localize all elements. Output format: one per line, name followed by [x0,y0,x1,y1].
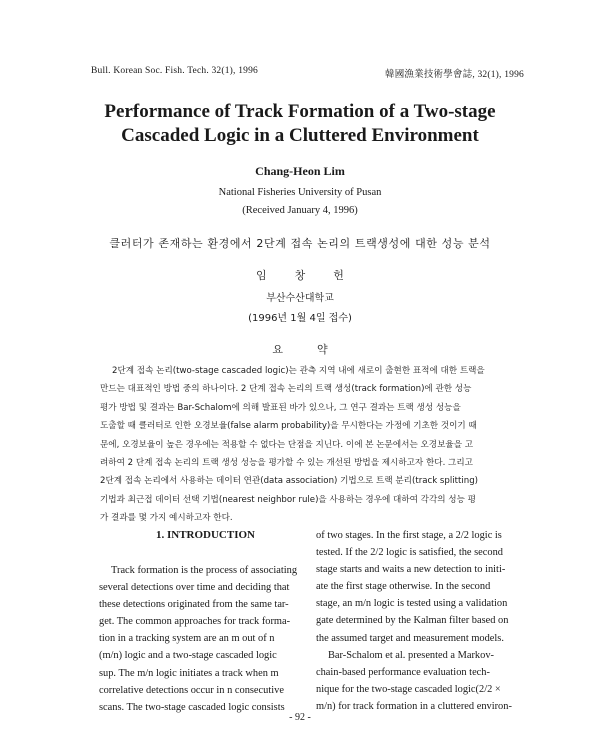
left-column [99,527,312,716]
text-line: the assumed target and measurement models. [316,632,504,644]
korean-affiliation: 부산수산대학교 [266,293,334,304]
text-line: Bar-Schalom et al. presented a Markov- [328,649,494,661]
text-line: m/n) for track formation in a cluttered environ- [316,700,512,712]
received-date: (Received January 4, 1996) [242,205,358,216]
text-line: chain-based performance evaluation tech- [316,666,490,678]
text-line: gate determined by the Kalman filter based on [316,615,509,627]
text-line: tion in a tracking system are an m out of n [99,633,275,645]
korean-abstract-heading: 요약 [272,343,362,356]
intro-paragraph-2 [316,527,528,715]
korean-title: 클러터가 존재하는 환경에서 2단계 접속 논리의 트랙생성에 대한 성능 분석 [109,237,491,250]
abstract-line: 기법과 최근접 데이터 선택 기법(nearest neighbor rule)을 사용하는 경우에 대하여 각각의 성능 평 [100,494,476,505]
title-line-1: Performance of Track Formation of a Two-stage [104,101,496,122]
text-line: of two stages. In the first stage, a 2/2 logic is [316,530,502,541]
intro-paragraph-1 [99,562,312,716]
abstract-line: 려하여 2 단계 접속 논리의 트랙 생성 성능을 평가할 수 있는 개선된 방법을 제시하고자 한다. 그리고 [100,458,473,469]
running-head-left: Bull. Korean Soc. Fish. Tech. 32(1), 1996 [91,66,258,76]
text-line: nique for the two-stage cascaded logic(2/2 × [316,683,501,695]
text-line: sup. The m/n logic initiates a track when m [99,667,279,679]
author-name: Chang-Heon Lim [255,164,345,178]
text-line: (m/n) logic and a two-stage cascaded logic [99,650,277,662]
korean-author: 임창헌 [256,269,372,282]
running-head-right: 韓國漁業技術學會誌, 32(1), 1996 [385,70,524,80]
text-line: correlative detections occur in n consecutive [99,684,284,696]
page-number: - 92 - [289,712,311,723]
abstract-line: 도출할 때 클러터로 인한 오경보율(false alarm probability)을 무시한다는 가정에 기초한 것이기 때 [100,421,477,432]
abstract-line: 만드는 대표적인 방법 중의 하나이다. 2 단계 접속 논리의 트랙 생성(track formation)에 관한 성능 [100,384,472,395]
title-line-2: Cascaded Logic in a Cluttered Environment [121,125,479,146]
abstract-line: 2단계 접속 논리에서 사용하는 데이터 연관(data association) 기법으로 트랙 분리(track splitting) [100,476,479,487]
text-line: Track formation is the process of associating [111,565,298,576]
abstract-line: 가 결과를 몇 가지 예시하고자 한다. [100,513,233,524]
text-line: get. The common approaches for track forma- [99,616,291,628]
paper-title [0,100,600,148]
author-affiliation: National Fisheries University of Pusan [218,187,382,198]
text-line: tested. If the 2/2 logic is satisfied, the second [316,547,503,559]
abstract-line: 2단계 접속 논리(two-stage cascaded logic)는 관측 지역 내에 새로이 출현한 표적에 대한 트랙을 [112,366,485,376]
abstract-line: 평가 방법 및 결과는 Bar-Schalom에 의해 발표된 바가 있으나, 그 연구 결과는 트랙 생성 성능을 [100,402,461,413]
text-line: these detections originated from the same tar- [99,599,289,611]
abstract-line: 문에, 오경보율이 높은 경우에는 적용할 수 없다는 단점을 지닌다. 이에 본 논문에서는 오경보율을 고 [100,439,474,450]
text-line: several detections over time and deciding that [99,582,290,594]
text-line: ate the first stage otherwise. In the second [316,581,491,593]
section-heading-introduction: 1. INTRODUCTION [155,529,255,541]
right-column [316,527,528,715]
korean-abstract [100,362,520,528]
text-line: stage starts and waits a new detection to initi- [316,564,506,576]
running-head [91,66,524,80]
korean-received-date: (1996년 1월 4일 접수) [248,313,352,324]
text-line: scans. The two-stage cascaded logic consists [99,701,285,713]
text-line: stage, an m/n logic is tested using a validation [316,598,508,610]
